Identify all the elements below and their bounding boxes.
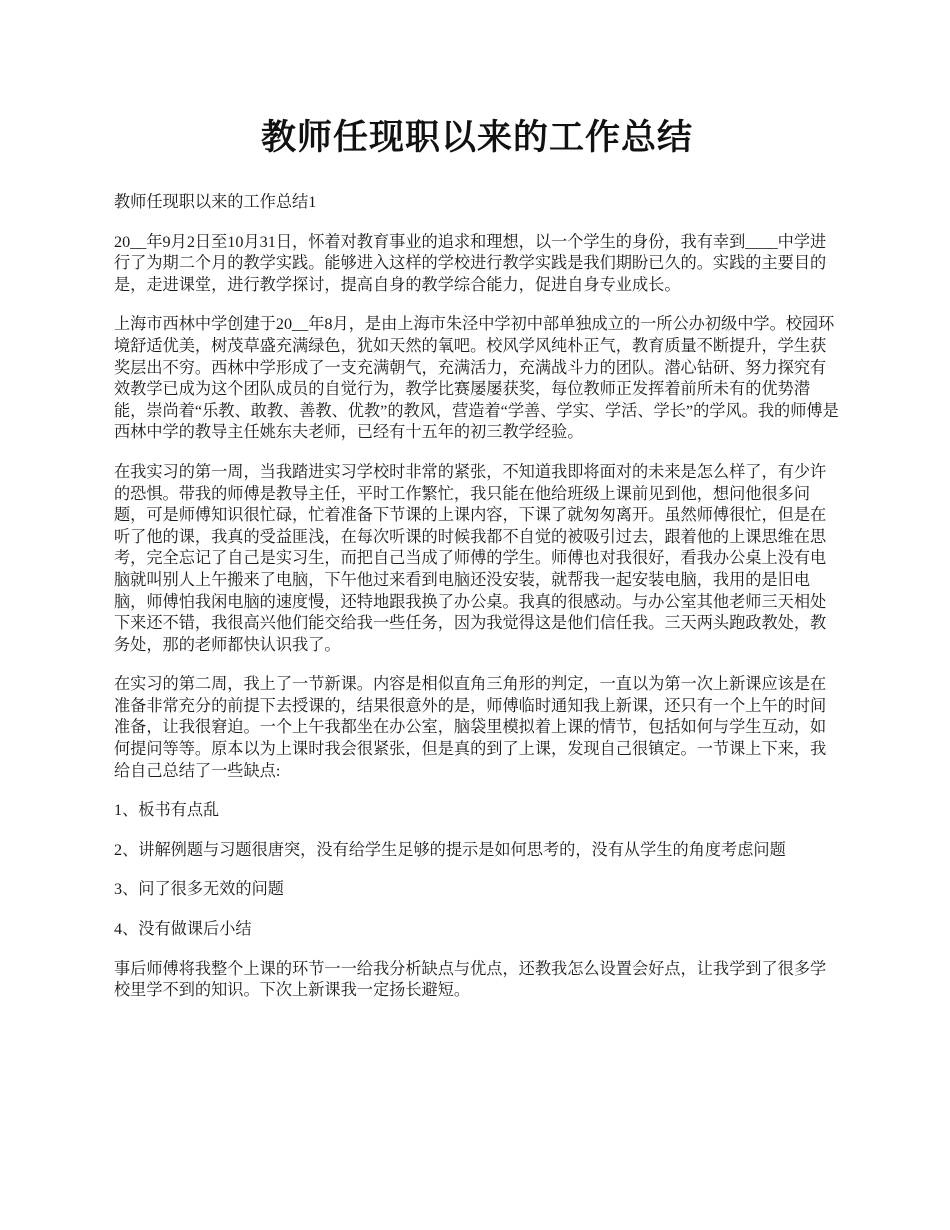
paragraph-second-week: 在实习的第二周，我上了一节新课。内容是相似直角三角形的判定，一直以为第一次上新课应该是在准备非常充分的前提下去授课的，结果很意外的是，师傅临时通知我上新课，还只有一个上午的时间准备，让我很窘迫。一个上午我都坐在办公室，脑袋里模拟着上课的情节，包括如何与学生互动，如何提问等等。原本以为上课时我会很紧张，但是真的到了上课，发现自己很镇定。一节课上下来，我给自己总结了一些缺点: — [114, 675, 827, 780]
paragraph-conclusion: 事后师傅将我整个上课的环节一一给我分析缺点与优点，还教我怎么设置会好点，让我学到了很多学校里学不到的知识。下次上新课我一定扬长避短。 — [114, 959, 827, 1000]
list-item-1: 1、板书有点乱 — [114, 801, 220, 820]
list-item-4: 4、没有做课后小结 — [114, 920, 252, 939]
paragraph-school: 上海市西林中学创建于20__年8月，是由上海市朱泾中学初中部单独成立的一所公办初级中学。校园环境舒适优美，树茂草盛充满绿色，犹如天然的氧吧。校风学风纯朴正气，教育质量不断提升，学生获奖层出不穷。西林中学形成了一支充满朝气，充满活力，充满战斗力的团队。潜心钻研、努力探究有效教学已成为这个团队成员的自觉行为，教学比赛屡屡获奖，每位教师正发挥着前所未有的优势潜能，崇尚着“乐教、敢教、善教、优教”的教风，营造着“学善、学实、学活、学长”的学风。我的师傅是西林中学的教导主任姚东夫老师，已经有十五年的初三教学经验。 — [114, 315, 839, 442]
paragraph-intro: 20__年9月2日至10月31日，怀着对教育事业的追求和理想，以一个学生的身份，我有幸到____中学进行了为期二个月的教学实践。能够进入这样的学校进行教学实践是我们期盼已久的。实践的主要目的是，走进课堂，进行教学探讨，提高自身的教学综合能力，促进自身专业成长。 — [114, 232, 827, 294]
section-heading: 教师任现职以来的工作总结1 — [114, 193, 317, 211]
list-item-3: 3、问了很多无效的问题 — [114, 880, 284, 899]
document-page — [114, 112, 840, 1020]
list-item-2: 2、讲解例题与习题很唐突，没有给学生足够的提示是如何思考的，没有从学生的角度考虑问题 — [114, 840, 786, 859]
document-title: 教师任现职以来的工作总结 — [260, 118, 693, 157]
paragraph-first-week: 在我实习的第一周，当我踏进实习学校时非常的紧张，不知道我即将面对的未来是怎么样了，有少许的恐惧。带我的师傅是教导主任，平时工作繁忙，我只能在他给班级上课前见到他，想问他很多问题，可是师傅知识很忙碌，忙着准备下节课的上课内容，下课了就匆匆离开。虽然师傅很忙，但是在听了他的课，我真的受益匪浅，在每次听课的时候我都不自觉的被吸引过去，跟着他的上课思维在思考，完全忘记了自己是实习生，而把自己当成了师傅的学生。师傅也对我很好，看我办公桌上没有电脑就叫别人上午搬来了电脑，下午他过来看到电脑还没安装，就帮我一起安装电脑，我用的是旧电脑，师傅怕我闲电脑的速度慢，还特地跟我换了办公桌。我真的很感动。与办公室其他老师三天相处下来还不错，我很高兴他们能交给我一些任务，因为我觉得这是他们信任我。三天两头跑政教处，教务处，那的老师都快认识我了。 — [114, 462, 827, 654]
